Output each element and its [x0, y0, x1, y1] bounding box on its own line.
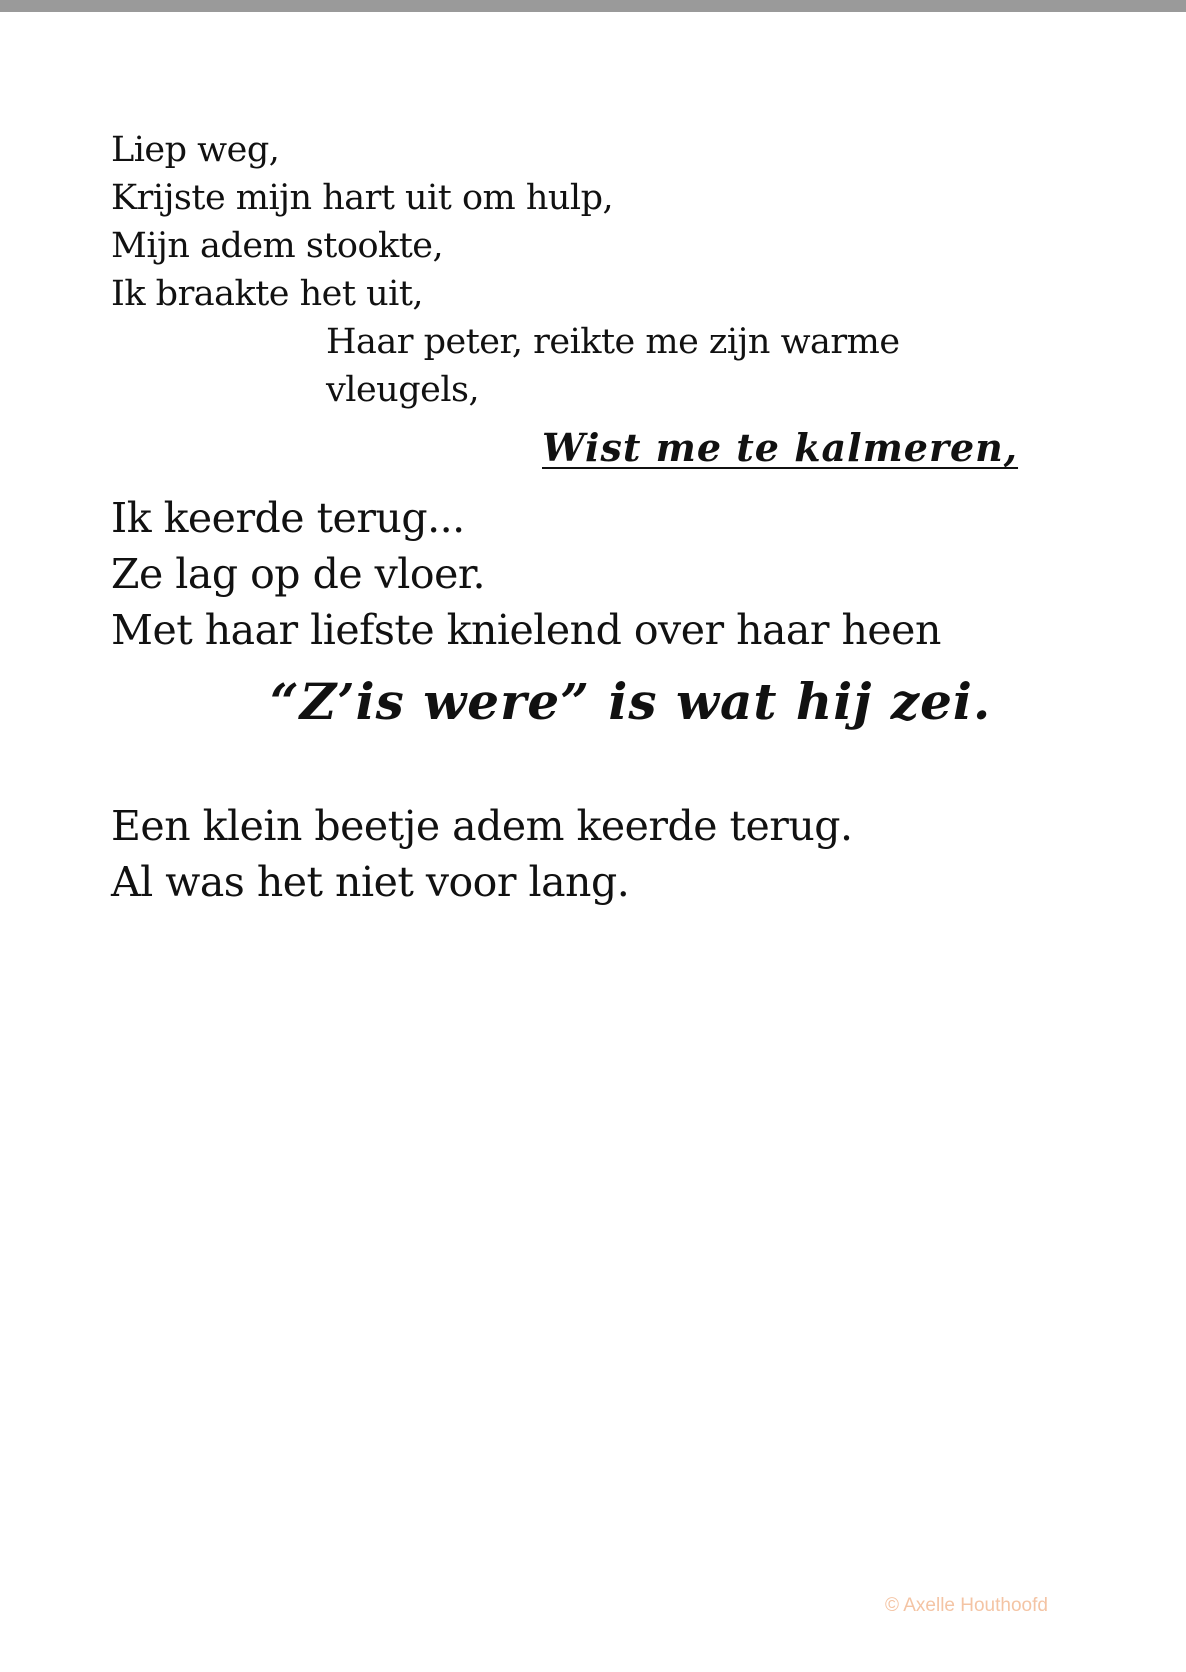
- poem-line: Krijste mijn hart uit om hulp,: [111, 178, 614, 218]
- poem-line: Al was het niet voor lang.: [111, 858, 630, 906]
- poem-line: Ik braakte het uit,: [111, 274, 424, 314]
- poem-line: Liep weg,: [111, 130, 280, 170]
- copyright-notice: © Axelle Houthoofd: [885, 1595, 1048, 1616]
- script-line-kalmeren: Wist me te kalmeren,: [542, 425, 1019, 470]
- document-page: [0, 12, 1186, 1672]
- poem-line: Een klein beetje adem keerde terug.: [111, 802, 853, 850]
- poem-line: Ze lag op de vloer.: [111, 550, 485, 598]
- window-top-bar: [0, 0, 1186, 12]
- script-line-quote: “Z’is were” is wat hij zei.: [270, 672, 992, 731]
- poem-line-indented: vleugels,: [326, 370, 480, 410]
- poem-line: Met haar liefste knielend over haar heen: [111, 606, 941, 654]
- poem-line: Mijn adem stookte,: [111, 226, 444, 266]
- poem-line-indented: Haar peter, reikte me zijn warme: [326, 322, 900, 362]
- poem-line: Ik keerde terug...: [111, 494, 465, 542]
